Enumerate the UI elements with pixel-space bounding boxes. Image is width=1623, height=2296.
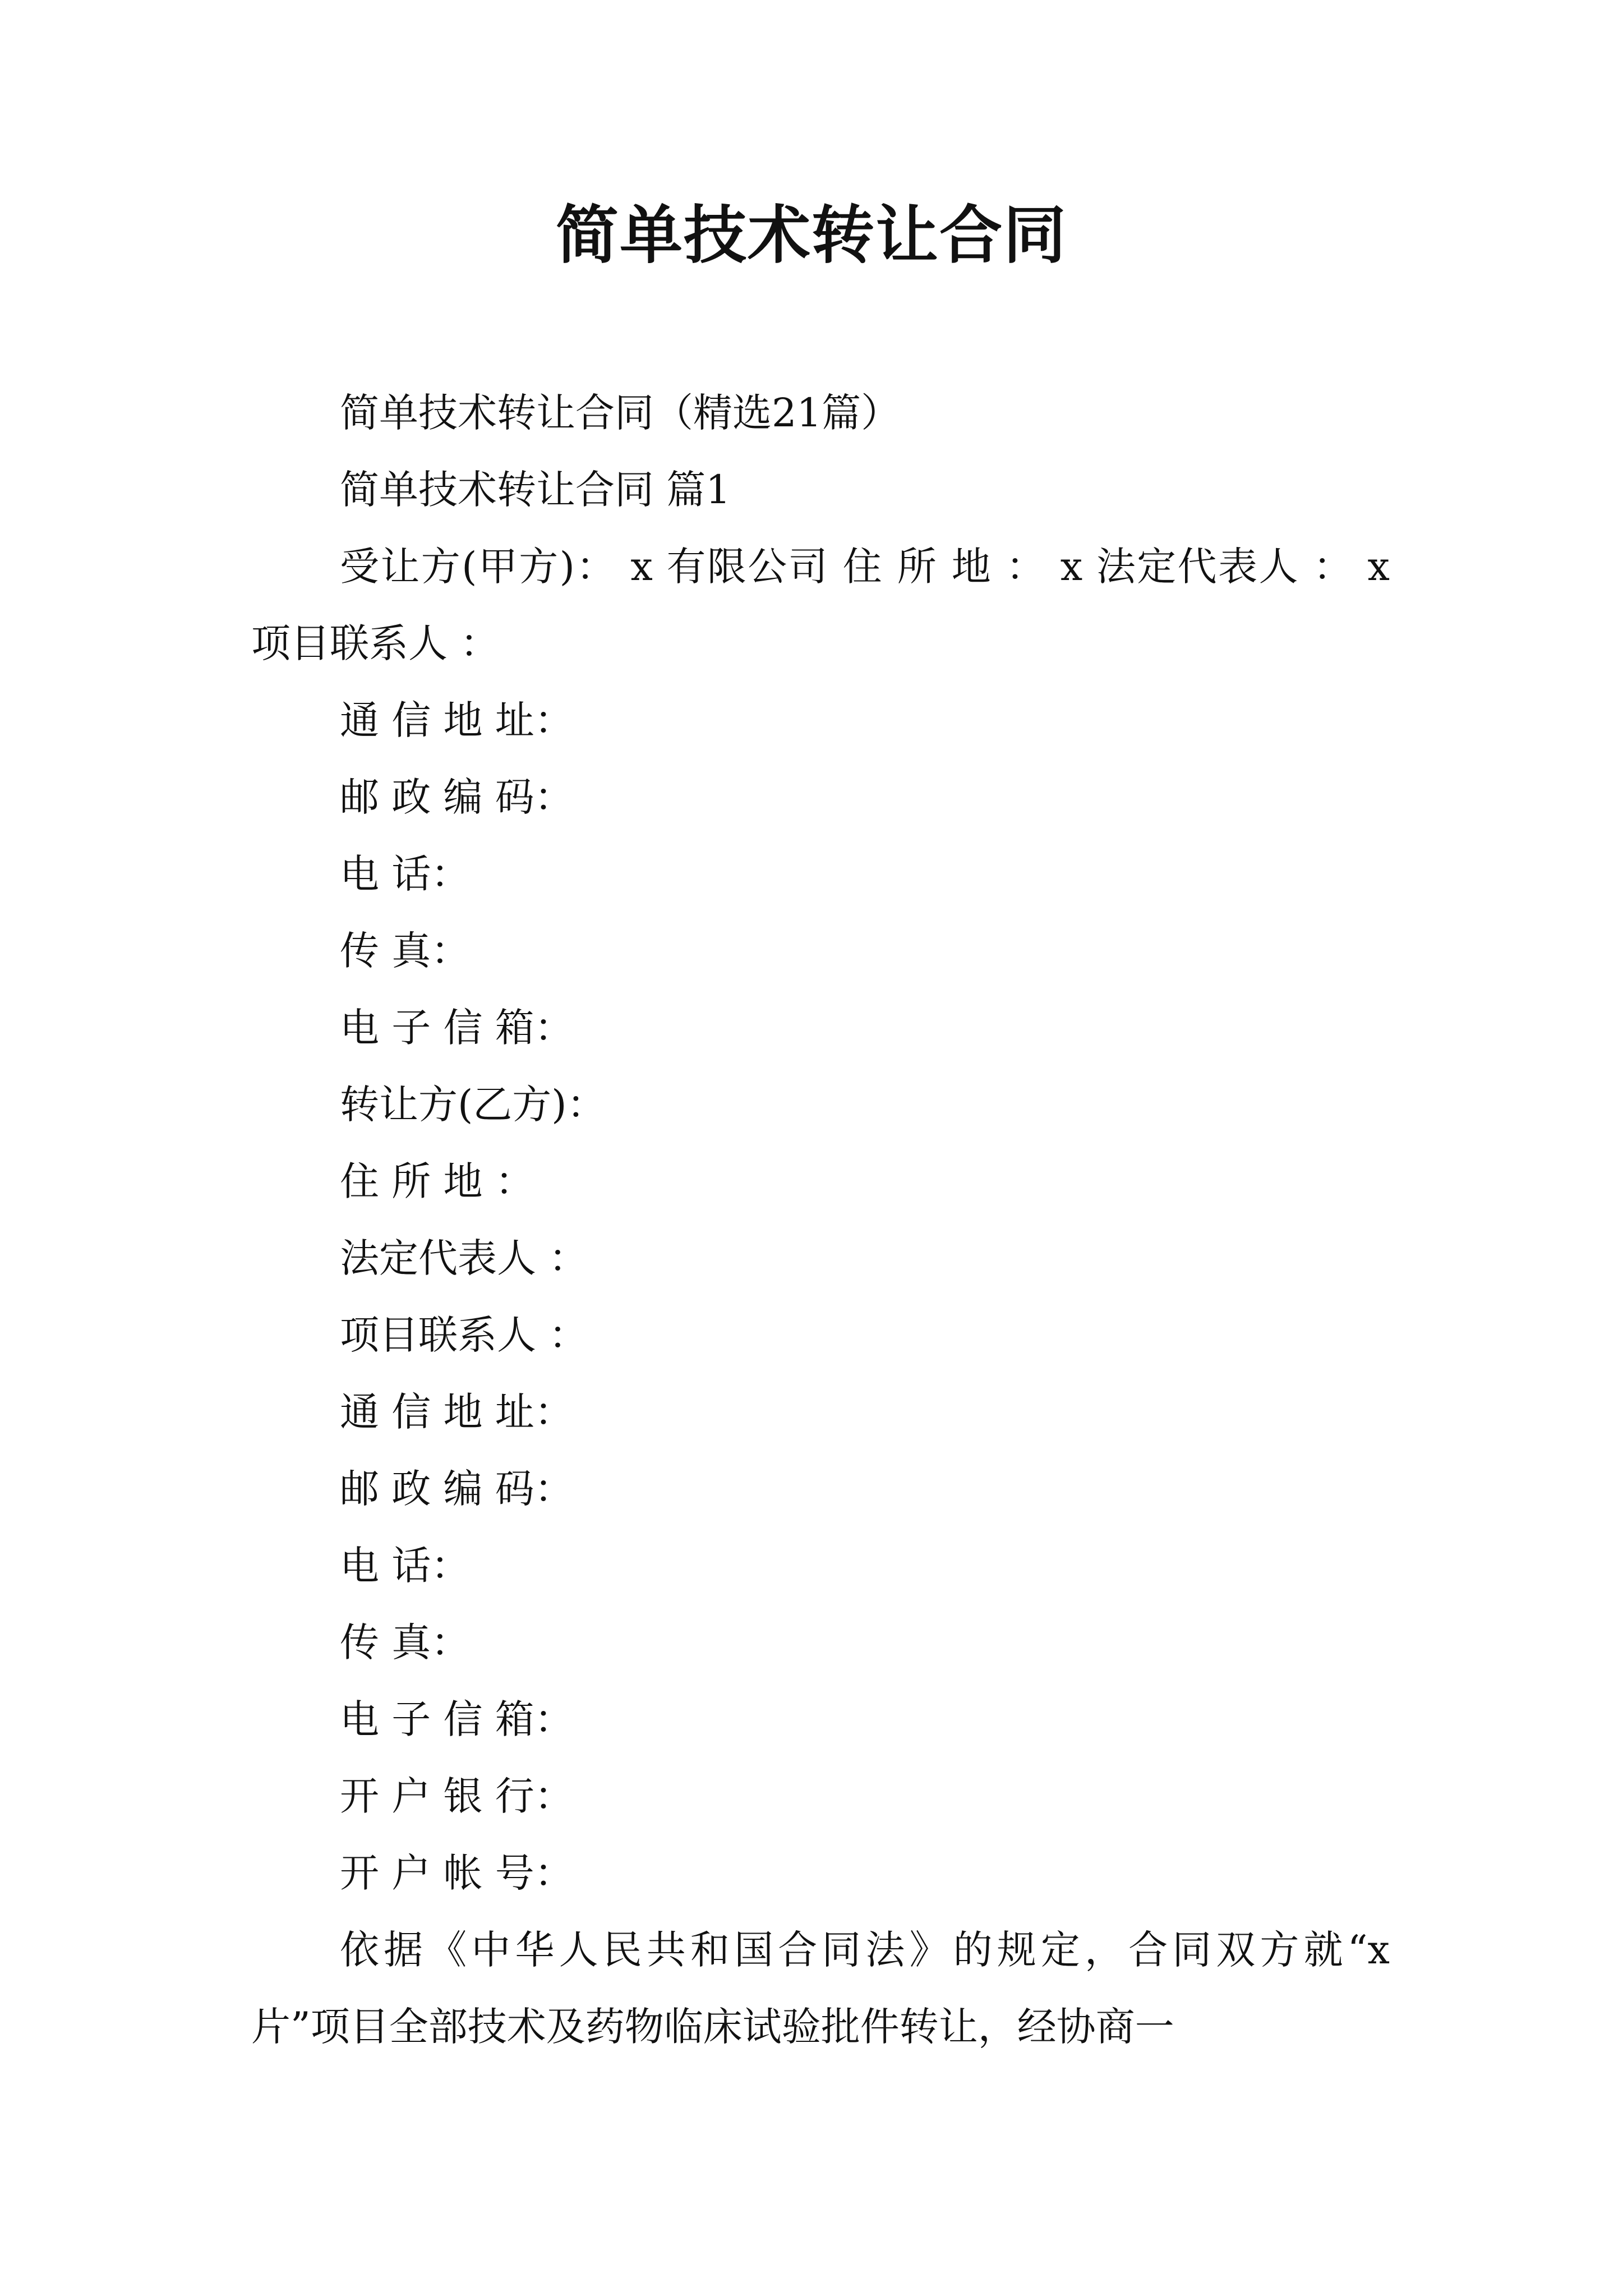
document-title: 简单技术转让合同 [556, 199, 1067, 272]
paragraph-collection-title: 简单技术转让合同（精选21篇） [340, 390, 901, 436]
paragraph-party-b-residence: 住 所 地 ： [340, 1158, 534, 1204]
paragraph-party-b-bank: 开 户 银 行： [340, 1773, 574, 1819]
paragraph-party-a-email: 电 子 信 箱： [340, 1005, 574, 1051]
paragraph-party-b-phone: 电 话： [340, 1543, 471, 1589]
paragraph-party-b-contact: 项目联系人 ： [340, 1312, 588, 1358]
paragraph-party-b-account: 开 户 帐 号： [340, 1850, 574, 1896]
paragraph-agreement-basis: 依据《中华人民共和国合同法》的规定，合同双方就“x 片”项目全部技术及药物临床试验批件转让，经协商一 [251, 1927, 1403, 2050]
paragraph-party-a-phone: 电 话： [340, 851, 471, 897]
paragraph-party-a-info: 受让方(甲方)： x 有限公司 住 所 地 ： x 法定代表人 ： x 项目联系人 ： [251, 544, 1403, 666]
paragraph-section-heading: 简单技术转让合同 篇1 [340, 467, 731, 513]
paragraph-party-a-address: 通 信 地 址： [340, 697, 574, 743]
paragraph-party-b-email: 电 子 信 箱： [340, 1696, 574, 1742]
paragraph-party-a-fax: 传 真： [340, 928, 471, 974]
paragraph-party-b-heading: 转让方(乙方)： [340, 1082, 606, 1128]
paragraph-party-b-postcode: 邮 政 编 码： [340, 1466, 574, 1512]
paragraph-party-b-address: 通 信 地 址： [340, 1389, 574, 1435]
paragraph-party-b-legal-rep: 法定代表人 ： [340, 1235, 588, 1281]
paragraph-party-a-postcode: 邮 政 编 码： [340, 774, 574, 820]
paragraph-party-b-fax: 传 真： [340, 1619, 471, 1665]
document-body [251, 375, 1403, 2065]
